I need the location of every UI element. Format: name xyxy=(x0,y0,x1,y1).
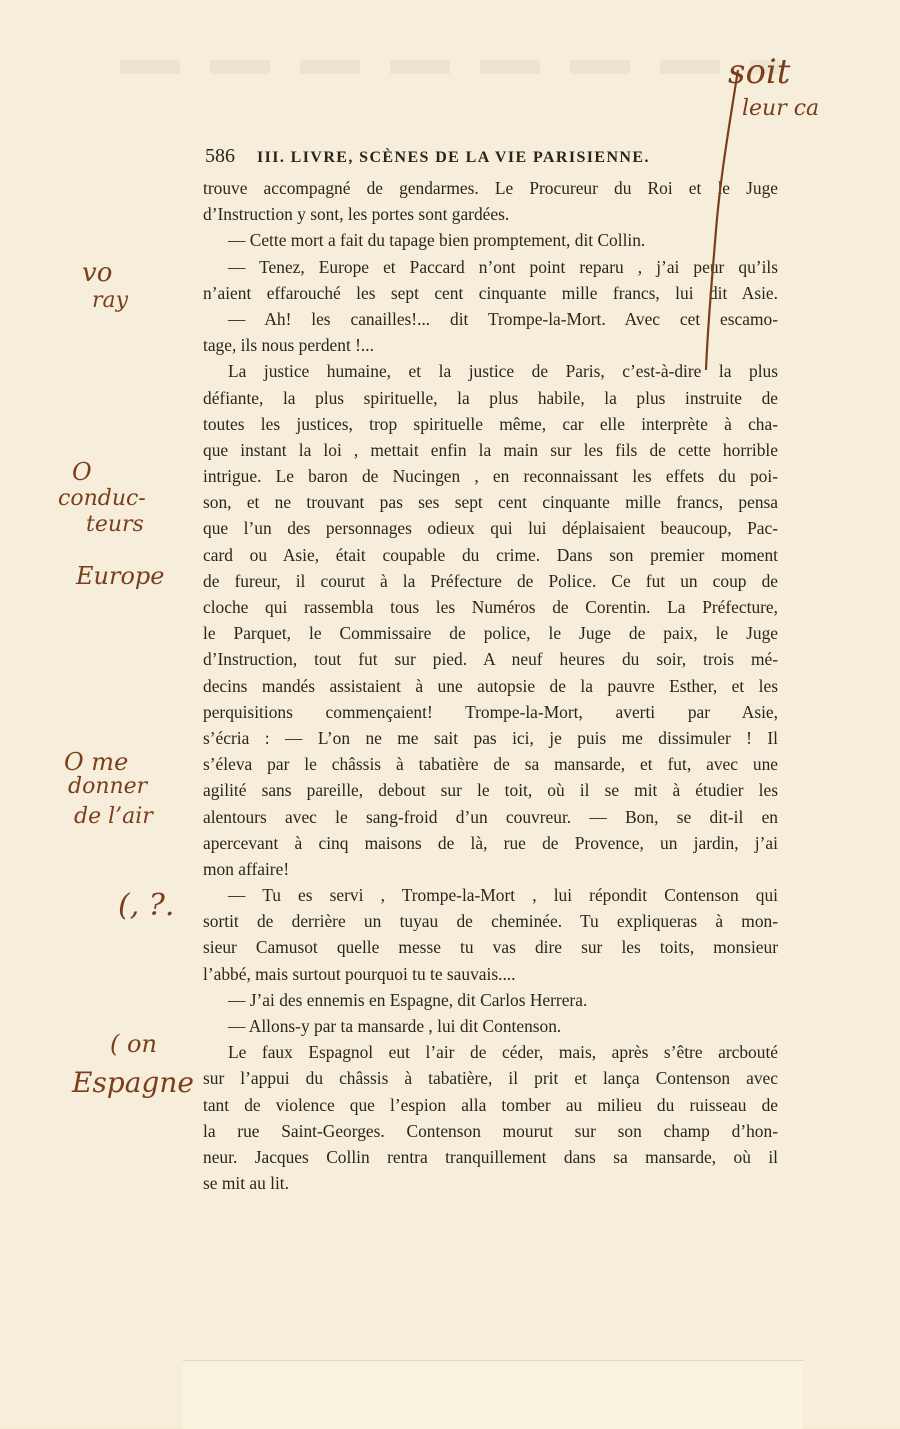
text-line: son, et ne trouvant pas ses sept cent cinquante mille francs, pensa xyxy=(203,492,778,513)
text-line: la rue Saint-Georges. Contenson mourut sur son champ d’hon- xyxy=(203,1120,778,1141)
margin-note: vo xyxy=(82,258,113,288)
text-line: se mit au lit. xyxy=(203,1173,289,1194)
text-line: decins mandés assistaient à une autopsie de la pauvre Esther, et les xyxy=(203,675,778,696)
text-line: — J’ai des ennemis en Espagne, dit Carlos Herrera. xyxy=(228,989,588,1010)
correction-vertical-line xyxy=(690,60,750,380)
text-line: de fureur, il courut à la Préfecture de Police. Ce fut un coup de xyxy=(203,570,778,591)
text-line: sieur Camusot quelle messe tu vas dire sur les toits, monsieur xyxy=(203,937,778,958)
text-line: que l’un des personnages odieux qui lui déplaisaient beaucoup, Pac- xyxy=(203,518,778,539)
annotation-top-right: leur ca xyxy=(742,96,820,121)
text-line: — Cette mort a fait du tapage bien promptement, dit Collin. xyxy=(228,230,646,251)
text-line: trouve accompagné de gendarmes. Le Procureur du Roi et le Juge xyxy=(203,178,778,198)
annotation-top-right: soit xyxy=(728,52,791,92)
text-line: tage, ils nous perdent !... xyxy=(203,335,374,356)
text-line: que instant la loi , mettait enfin la main sur les fils de cette horrible xyxy=(203,439,778,460)
running-head: III. LIVRE, SCÈNES DE LA VIE PARISIENNE. xyxy=(257,149,650,166)
text-line: — Tu es servi , Trompe-la-Mort , lui répondit Contenson qui xyxy=(228,885,778,906)
text-line: le Parquet, le Commissaire de police, le Juge de paix, le Juge xyxy=(203,623,778,644)
text-line: s’éleva par le châssis à tabatière de sa mansarde, et fut, avec une xyxy=(203,754,778,775)
margin-note: ray xyxy=(92,288,129,313)
text-line: Le faux Espagnol eut l’air de céder, mais, après s’être arcbouté xyxy=(228,1042,778,1063)
text-line: mon affaire! xyxy=(203,858,290,879)
page-number: 586 xyxy=(205,145,235,167)
bleed-through-text xyxy=(120,60,780,74)
text-line: d’Instruction y sont, les portes sont gardées. xyxy=(203,204,510,225)
text-line: apercevant à cinq maisons de là, rue de Provence, un jardin, j’ai xyxy=(203,832,778,853)
margin-note: de l’air xyxy=(74,804,153,829)
margin-note: Europe xyxy=(76,562,165,590)
page-header xyxy=(205,145,705,171)
text-line: d’Instruction, tout fut sur pied. A neuf heures du soir, trois mé- xyxy=(203,649,778,670)
text-line: toutes les justices, trop spirituelle même, car elle interprète à cha- xyxy=(203,413,778,434)
margin-note: teurs xyxy=(86,512,144,537)
text-line: La justice humaine, et la justice de Paris, c’est-à-dire la plus xyxy=(228,361,778,382)
margin-note: (, ?. xyxy=(118,888,175,923)
text-line: perquisitions commençaient! Trompe-la-Mort, averti par Asie, xyxy=(203,701,778,722)
text-line: s’écria : — L’on ne me sait pas ici, je puis me dissimuler ! Il xyxy=(203,727,778,748)
text-line: neur. Jacques Collin rentra tranquillement dans sa mansarde, où il xyxy=(203,1146,778,1167)
text-line: — Tenez, Europe et Paccard n’ont point reparu , j’ai peur qu’ils xyxy=(228,256,778,277)
text-line: — Allons-y par ta mansarde , lui dit Contenson. xyxy=(228,1016,562,1036)
text-line: — Ah! les canailles!... dit Trompe-la-Mort. Avec cet escamo- xyxy=(228,308,778,329)
text-line: tant de violence que l’espion alla tomber au milieu du ruisseau de xyxy=(203,1094,778,1115)
text-line: cloche qui rassembla tous les Numéros de Corentin. La Préfecture, xyxy=(203,597,778,617)
text-line: sortit de derrière un tuyau de cheminée. Tu expliqueras à mon- xyxy=(203,911,778,932)
text-line: card ou Asie, était coupable du crime. Dans son premier moment xyxy=(203,544,778,565)
text-line: l’abbé, mais surtout pourquoi tu te sauvais.... xyxy=(203,963,516,984)
text-line: défiante, la plus spirituelle, la plus habile, la plus instruite de xyxy=(203,387,778,408)
text-line: agilité sans pareille, debout sur le toit, où il se mit à étudier les xyxy=(203,780,778,801)
margin-note: O xyxy=(72,458,92,486)
text-line: sur l’appui du châssis à tabatière, il prit et lança Contenson avec xyxy=(203,1068,778,1089)
margin-note: donner xyxy=(68,774,148,799)
margin-note: Espagne xyxy=(72,1066,194,1099)
text-line: alentours avec le sang-froid d’un couvreur. — Bon, se dit-il en xyxy=(203,806,778,827)
mounting-strip xyxy=(183,1360,803,1429)
margin-note: conduc- xyxy=(58,486,146,511)
margin-note: O me xyxy=(64,748,129,776)
text-line: n’aient effarouché les sept cent cinquante mille francs, lui dit Asie. xyxy=(203,282,778,303)
text-line: intrigue. Le baron de Nucingen , en reconnaissant les effets du poi- xyxy=(203,466,778,487)
margin-note: ( on xyxy=(110,1030,157,1058)
